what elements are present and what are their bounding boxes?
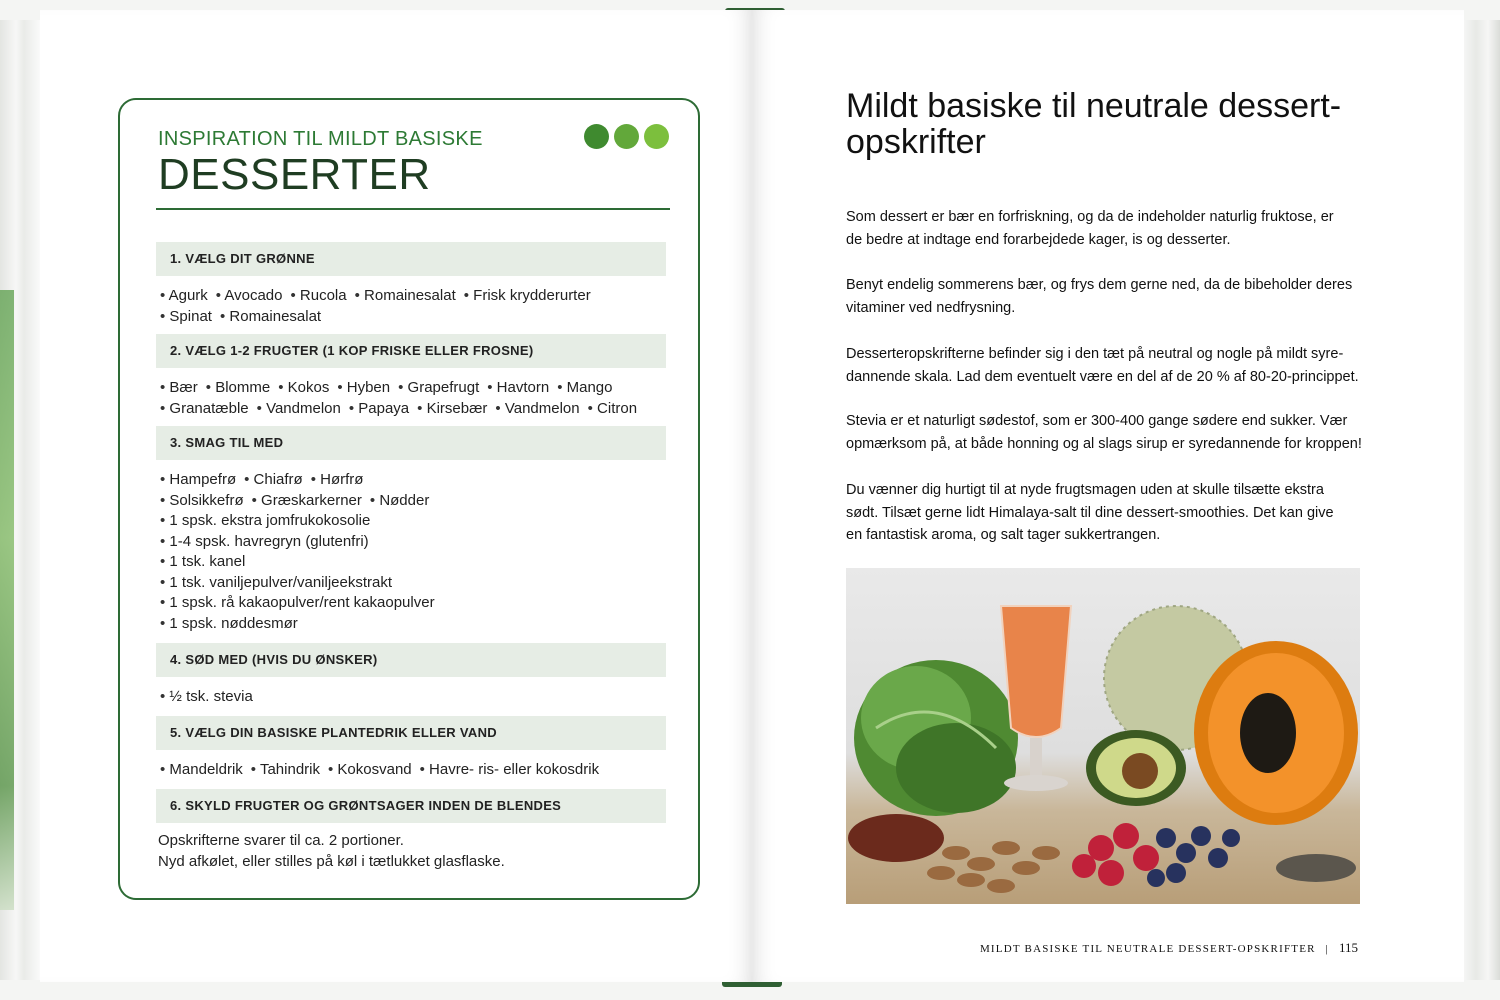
step-heading-5: 5. VÆLG DIN BASISKE PLANTEDRIK ELLER VAND — [156, 716, 666, 750]
list-item: • Vandmelon — [257, 400, 341, 417]
portion-note — [158, 830, 505, 872]
bullet-line — [160, 760, 670, 781]
step-heading-6: 6. SKYLD FRUGTER OG GRØNTSAGER INDEN DE BLENDES — [156, 789, 666, 823]
title-divider — [156, 208, 670, 210]
body-paragraph — [846, 274, 1376, 319]
list-item: • 1 tsk. kanel — [160, 553, 245, 570]
paragraph-line: Stevia er et naturligt sødestof, som er 300-400 gange sødere end sukker. Vær — [846, 413, 1348, 429]
list-item: • Mandeldrik — [160, 761, 243, 778]
list-item: • Frisk krydderurter — [464, 287, 591, 304]
list-item: • Agurk — [160, 287, 208, 304]
body-paragraph — [846, 206, 1376, 251]
paragraph-line: Benyt endelig sommerens bær, og frys dem gerne ned, da de bibeholder deres — [846, 277, 1353, 293]
paragraph-line: de bedre at indtage end forarbejdede kager, is og desserter. — [846, 231, 1231, 248]
list-item: • Græskarkerner — [252, 492, 362, 509]
step-list-3 — [160, 470, 670, 634]
list-item: • Hørfrø — [311, 471, 364, 488]
bullet-line — [160, 511, 670, 532]
smoothie-ingredients-photo — [846, 568, 1360, 904]
paragraph-line: Du vænner dig hurtigt til at nyde frugtsmagen uden at skulle tilsætte ekstra — [846, 482, 1324, 498]
step-heading-1: 1. VÆLG DIT GRØNNE — [156, 242, 666, 276]
paragraph-line: en fantastisk aroma, og salt tager sukkertrangen. — [846, 527, 1161, 543]
paragraph-line: opmærksom på, at både honning og al slags sirup er syredannende for kroppen! — [846, 435, 1362, 452]
paragraph-line: sødt. Tilsæt gerne lidt Himalaya-salt til dine dessert-smoothies. Det kan give — [846, 504, 1334, 521]
footer-chapter-name: MILDT BASISKE TIL NEUTRALE DESSERT-OPSKRIFTER — [979, 943, 1316, 955]
left-page — [40, 10, 752, 982]
step-list-1 — [160, 286, 670, 327]
list-item: • ½ tsk. stevia — [160, 688, 253, 705]
bullet-line — [160, 307, 670, 328]
footer-separator: | — [1325, 943, 1330, 955]
list-item: • Grapefrugt — [398, 379, 479, 396]
chapter-title-line: opskrifter — [846, 123, 986, 161]
page-number: 115 — [1338, 940, 1358, 955]
recipe-card — [118, 98, 700, 900]
bullet-line — [160, 532, 670, 553]
list-item: • Kokosvand — [328, 761, 412, 778]
step-list-5 — [160, 760, 670, 781]
list-item: • Hampefrø — [160, 471, 236, 488]
step-list-2 — [160, 378, 670, 419]
list-item: • Chiafrø — [244, 471, 303, 488]
list-item: • 1-4 spsk. havregryn (glutenfri) — [160, 533, 369, 550]
note-line: Opskrifterne svarer til ca. 2 portioner. — [158, 832, 404, 849]
list-item: • Solsikkefrø — [160, 492, 244, 509]
list-item: • Avocado — [216, 287, 283, 304]
bullet-line — [160, 378, 670, 399]
list-item: • Vandmelon — [495, 400, 579, 417]
bullet-line — [160, 614, 670, 635]
list-item: • Kokos — [278, 379, 329, 396]
list-item: • Havre- ris- eller kokosdrik — [420, 761, 599, 778]
body-paragraph — [846, 479, 1376, 547]
paragraph-line: vitaminer ved nedfrysning. — [846, 299, 1016, 316]
list-item: • Nødder — [370, 492, 429, 509]
list-item: • Hyben — [337, 379, 390, 396]
paragraph-line: dannende skala. Lad dem eventuelt være en del af de 20 % af 80-20-princippet. — [846, 368, 1359, 385]
dot-icon — [614, 124, 639, 149]
list-item: • 1 spsk. rå kakaopulver/rent kakaopulver — [160, 594, 435, 611]
list-item: • Papaya — [349, 400, 409, 417]
list-item: • Bær — [160, 379, 198, 396]
list-item: • 1 tsk. vaniljepulver/vaniljeekstrakt — [160, 574, 392, 591]
bullet-line — [160, 491, 670, 512]
card-title: DESSERTER — [158, 150, 431, 199]
bullet-line — [160, 470, 670, 491]
right-page — [752, 10, 1464, 982]
list-item: • Rucola — [290, 287, 346, 304]
body-paragraph — [846, 410, 1376, 455]
page-edges-right — [1460, 20, 1500, 980]
list-item: • Citron — [588, 400, 637, 417]
list-item: • Mango — [557, 379, 612, 396]
bullet-line — [160, 687, 670, 708]
step-heading-4: 4. SØD MED (HVIS DU ØNSKER) — [156, 643, 666, 677]
chapter-title — [846, 88, 1406, 160]
list-item: • Romainesalat — [355, 287, 456, 304]
bullet-line — [160, 552, 670, 573]
paragraph-line: Som dessert er bær en forfriskning, og da de indeholder naturlig fruktose, er — [846, 209, 1334, 225]
list-item: • Spinat — [160, 308, 212, 325]
cover-edge-green — [0, 290, 14, 910]
list-item: • Kirsebær — [417, 400, 487, 417]
bullet-line — [160, 573, 670, 594]
list-item: • 1 spsk. nøddesmør — [160, 615, 298, 632]
list-item: • 1 spsk. ekstra jomfrukokosolie — [160, 512, 370, 529]
bullet-line — [160, 593, 670, 614]
list-item: • Havtorn — [487, 379, 549, 396]
dot-icon — [584, 124, 609, 149]
dot-icon — [644, 124, 669, 149]
bullet-line — [160, 399, 670, 420]
paragraph-line: Desserteropskrifterne befinder sig i den tæt på neutral og nogle på mildt syre- — [846, 346, 1344, 362]
photo-illustration — [846, 568, 1360, 904]
step-heading-3: 3. SMAG TIL MED — [156, 426, 666, 460]
card-kicker: INSPIRATION TIL MILDT BASISKE — [158, 128, 483, 150]
bullet-line — [160, 286, 670, 307]
list-item: • Granatæble — [160, 400, 249, 417]
step-list-4 — [160, 687, 670, 708]
list-item: • Romainesalat — [220, 308, 321, 325]
list-item: • Tahindrik — [251, 761, 320, 778]
body-paragraph — [846, 343, 1376, 388]
running-footer — [980, 940, 1358, 956]
rating-dots — [584, 124, 674, 154]
list-item: • Blomme — [206, 379, 270, 396]
chapter-title-line: Mildt basiske til neutrale dessert- — [846, 87, 1342, 125]
step-heading-2: 2. VÆLG 1-2 FRUGTER (1 KOP FRISKE ELLER FROSNE) — [156, 334, 666, 368]
note-line: Nyd afkølet, eller stilles på køl i tætlukket glasflaske. — [158, 853, 505, 870]
